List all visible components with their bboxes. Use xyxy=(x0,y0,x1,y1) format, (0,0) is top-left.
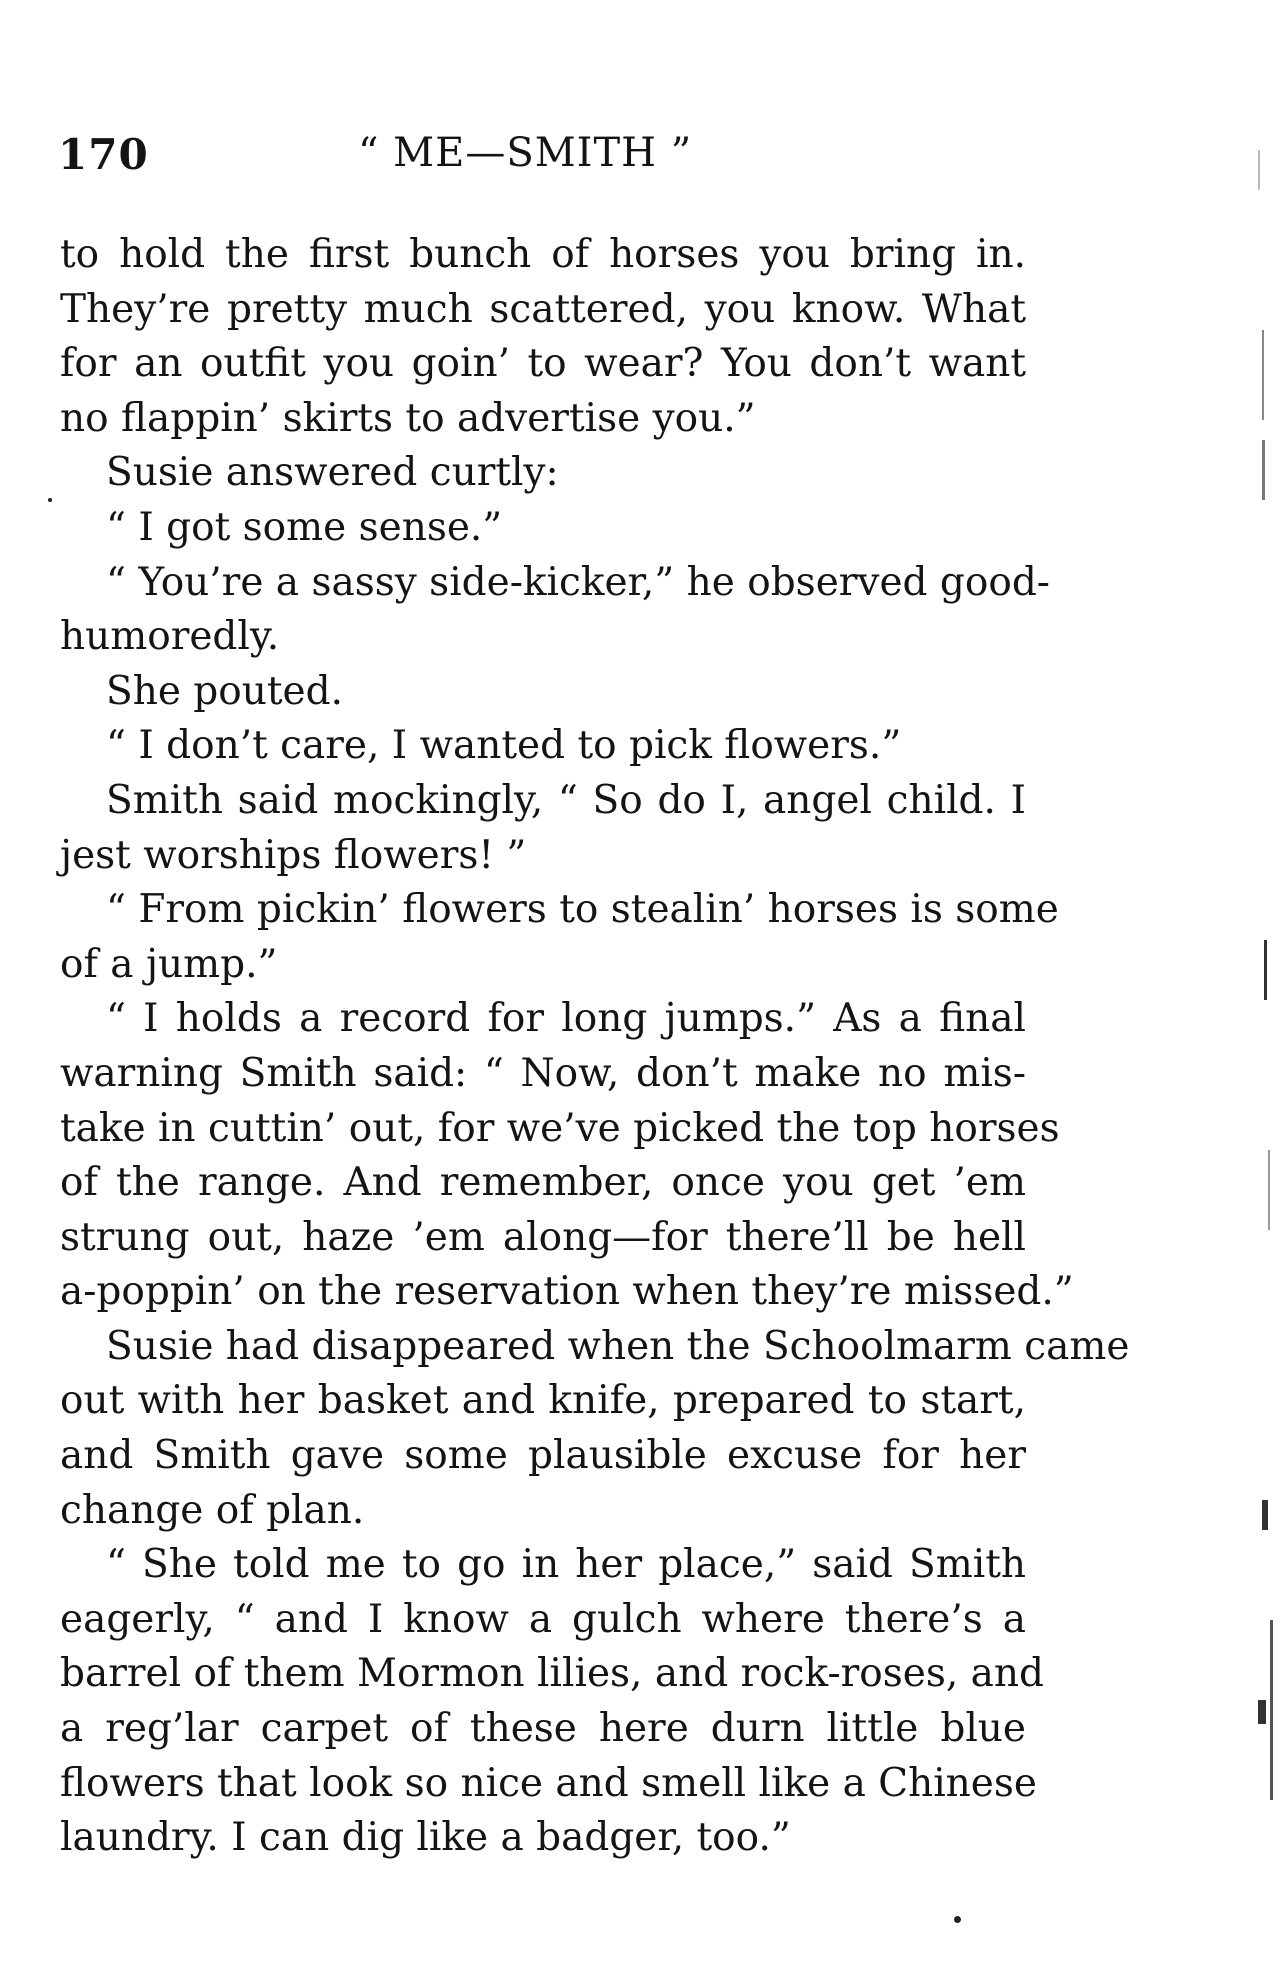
text-line: “ From pickin’ flowers to stealin’ horses is some xyxy=(106,887,1059,933)
scan-edge-mark xyxy=(1258,1700,1266,1724)
text-line: warning Smith said: “ Now, don’t make no mis- xyxy=(60,1050,1026,1096)
text-line: of the range. And remember, once you get ’em xyxy=(60,1160,1026,1206)
text-line: Susie had disappeared when the Schoolmarm came xyxy=(106,1323,1130,1369)
text-line: no flappin’ skirts to advertise you.” xyxy=(60,395,756,441)
text-line: change of plan. xyxy=(60,1487,365,1533)
scan-speck xyxy=(954,1916,961,1923)
text-line: strung out, haze ’em along—for there’ll be hell xyxy=(60,1214,1026,1260)
text-line: humoredly. xyxy=(60,614,280,660)
scan-edge-mark xyxy=(1264,940,1267,1000)
text-line: “ I holds a record for long jumps.” As a final xyxy=(106,996,1026,1042)
running-title: “ ME—SMITH ” xyxy=(358,130,693,176)
scan-edge-mark xyxy=(1268,1150,1270,1230)
text-line: barrel of them Mormon lilies, and rock-roses, and xyxy=(60,1651,1045,1697)
text-line: of a jump.” xyxy=(60,941,278,987)
text-line: “ I don’t care, I wanted to pick flowers.” xyxy=(106,723,902,769)
text-line: out with her basket and knife, prepared to start, xyxy=(60,1378,1026,1424)
text-line: She pouted. xyxy=(106,668,343,714)
text-line: a reg’lar carpet of these here durn little blue xyxy=(60,1706,1026,1752)
text-line: to hold the first bunch of horses you bring in. xyxy=(60,232,1026,277)
scan-edge-mark xyxy=(1262,330,1264,420)
text-line: They’re pretty much scattered, you know. What xyxy=(60,286,1026,332)
body-text xyxy=(60,228,1130,1866)
text-line: and Smith gave some plausible excuse for her xyxy=(60,1433,1026,1479)
scan-speck xyxy=(48,498,52,502)
text-line: jest worships flowers! ” xyxy=(60,832,527,878)
running-head xyxy=(58,130,1038,190)
scan-edge-mark xyxy=(1258,150,1260,190)
text-line: Smith said mockingly, “ So do I, angel child. I xyxy=(106,777,1026,823)
scan-edge-mark xyxy=(1262,1500,1268,1530)
text-line: “ You’re a sassy side-kicker,” he observed good- xyxy=(106,559,1050,605)
text-line: laundry. I can dig like a badger, too.” xyxy=(60,1815,791,1861)
scan-edge-mark xyxy=(1262,440,1265,500)
text-line: for an outfit you goin’ to wear? You don’t want xyxy=(60,341,1026,387)
text-line: a-poppin’ on the reservation when they’re missed.” xyxy=(60,1269,1074,1315)
text-line: Susie answered curtly: xyxy=(106,450,559,496)
scan-edge-mark xyxy=(1270,1620,1273,1800)
page-number: 170 xyxy=(58,130,149,179)
text-line: “ She told me to go in her place,” said Smith xyxy=(106,1542,1026,1588)
text-line: take in cuttin’ out, for we’ve picked the top horses xyxy=(60,1105,1060,1151)
text-line: flowers that look so nice and smell like a Chinese xyxy=(60,1760,1037,1806)
text-line: eagerly, “ and I know a gulch where there’s a xyxy=(60,1596,1026,1642)
text-line: “ I got some sense.” xyxy=(106,504,503,550)
